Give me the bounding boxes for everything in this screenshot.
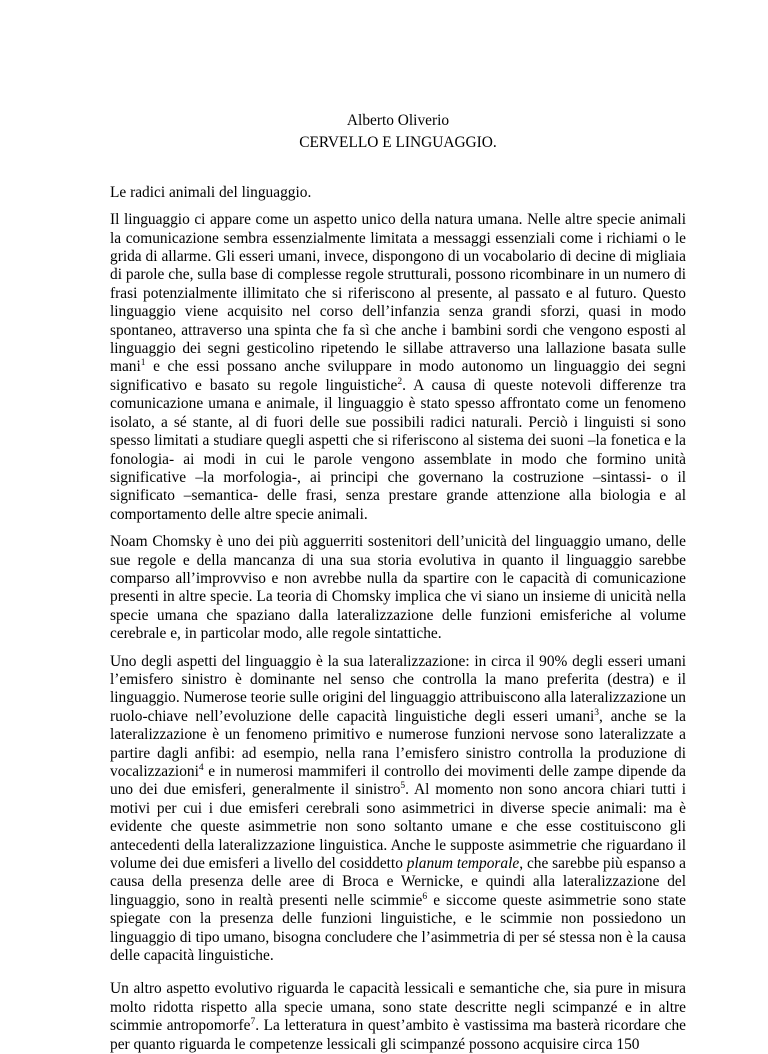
paragraph-3-text-d: . Al momento non sono ancora chiari tutti i motivi per cui i due emisferi cerebrali sono asimmetrici in diverse specie animali: ma è evidente che queste asimmetrie non sono soltanto umane e che esse costituiscono gli antecedenti della lateralizzazione linguistica. Anche le supposte asimmetrie che riguardano il volume dei due emisferi a livello del cosiddetto bbox=[110, 781, 686, 873]
paragraph-1-text-b: e che essi possano anche sviluppare in modo autonomo un linguaggio dei segni significativo e basato su regole linguistiche bbox=[110, 358, 686, 394]
footnote-ref-1[interactable]: 1 bbox=[140, 358, 146, 369]
footnote-ref-6[interactable]: 6 bbox=[422, 891, 428, 902]
footnote-ref-7[interactable]: 7 bbox=[250, 1017, 256, 1028]
paragraph-1-text-a: Il linguaggio ci appare come un aspetto unico della natura umana. Nelle altre specie animali la comunicazione sembra essenzialmente limitata a messaggi essenziali come i richiami o le grida di allarme. Gli esseri umani, invece, dispongono di un vocabolario di decine di migliaia di parole che, sulla base di complesse regole strutturali, possono ricombinare in un numero di frasi potenzialmente illimitato che si riferiscono al presente, al passato e al futuro. Questo linguaggio viene acquisito nel corso dell’infanzia senza grandi sforzi, quasi in modo spontaneo, attraverso una spinta che fa sì che anche i bambini sordi che vengono esposti al linguaggio dei segni gesticolino ripetendo le sillabe attraverso una lallazione basata sulle mani bbox=[110, 211, 686, 376]
paragraph-3-text-b: , anche se la lateralizzazione è un fenomeno primitivo e numerose funzioni nervose sono lateralizzate a partire dagli anfibi: ad esempio, nella rana l’emisfero sinistro controlla la produzione di vocalizzazioni bbox=[110, 707, 687, 780]
paragraph-3-text-c: e in numerosi mammiferi il controllo dei movimenti delle zampe dipende da uno dei due emisferi, generalmente il sinistro bbox=[110, 763, 686, 799]
section-heading: Le radici animali del linguaggio. bbox=[110, 183, 312, 201]
paragraph-1 bbox=[110, 211, 686, 524]
paragraph-3 bbox=[110, 653, 686, 966]
paragraph-4-text-b: . La letteratura in quest’ambito è vastissima ma basterà ricordare che per quanto riguarda le competenze lessicali gli scimpanzé possono acquisire circa 150 bbox=[110, 1017, 686, 1053]
document-title: CERVELLO E LINGUAGGIO. bbox=[299, 134, 497, 152]
paragraph-2: Noam Chomsky è uno dei più agguerriti sostenitori dell’unicità del linguaggio umano, delle sue regole e della mancanza di una sua storia evolutiva in quanto il linguaggio sarebbe comparso all’improvviso e non avrebbe nulla da spartire con le capacità di comunicazione presenti in altre specie. La teoria di Chomsky implica che vi siano un insieme di unicità nella specie umana che spaziano dalla lateralizzazione delle funzioni emisferiche al volume cerebrale e, in particolar modo, alle regole sintattiche. bbox=[110, 533, 686, 643]
italic-term: planum temporale bbox=[406, 855, 520, 873]
paragraph-4-text-a: Un altro aspetto evolutivo riguarda le capacità lessicali e semantiche che, sia pure in misura molto ridotta rispetto alla specie umana, sono state descritte negli scimpanzé e in altre scimmie antropomorfe bbox=[110, 980, 686, 1035]
paragraph-3-text-e: , che sarebbe più espanso a causa della presenza delle aree di Broca e Wernicke, e quindi alla lateralizzazione del linguaggio, sono in realtà presenti nelle scimmie bbox=[110, 855, 686, 909]
paragraph-1-text-c: . A causa di queste notevoli differenze tra comunicazione umana e animale, il linguaggio è stato spesso affrontato come un fenomeno isolato, a sé stante, al di fuori delle sue possibili radici naturali. Perciò i linguisti si sono spesso limitati a studiare quegli aspetti che si riferiscono al sistema dei suoni –la fonetica e la fonologia- ai modi in cui le parole vengono assemblate in modo che formino unità significative –la morfologia-, ai principi che governano la costruzione –sintassi- o il significato –semantica- delle frasi, senza prestare grande attenzione alla biologia e al comportamento delle altre specie animali. bbox=[110, 376, 686, 523]
paragraph-3-text-a: Uno degli aspetti del linguaggio è la sua lateralizzazione: in circa il 90% degli esseri umani l’emisfero sinistro è dominante nel senso che controlla la mano preferita (destra) e il linguaggio. Numerose teorie sulle origini del linguaggio attribuiscono alla lateralizzazione un ruolo-chiave nell’evoluzione delle capacità linguistiche degli esseri umani bbox=[110, 652, 686, 725]
paragraph-3-text-f: e siccome queste asimmetrie sono state spiegate con la presenza delle funzioni linguistiche, e le scimmie non possiedono un linguaggio di tipo umano, bisogna concludere che l’asimmetria di per sé stessa non è la causa delle capacità linguistiche. bbox=[110, 891, 686, 965]
author-name: Alberto Oliverio bbox=[346, 112, 450, 129]
footnote-ref-4[interactable]: 4 bbox=[198, 763, 204, 773]
footnote-ref-2[interactable]: 2 bbox=[397, 376, 403, 387]
paragraph-4 bbox=[110, 980, 686, 1054]
footnote-ref-5[interactable]: 5 bbox=[400, 781, 406, 792]
footnote-ref-3[interactable]: 3 bbox=[594, 707, 600, 718]
